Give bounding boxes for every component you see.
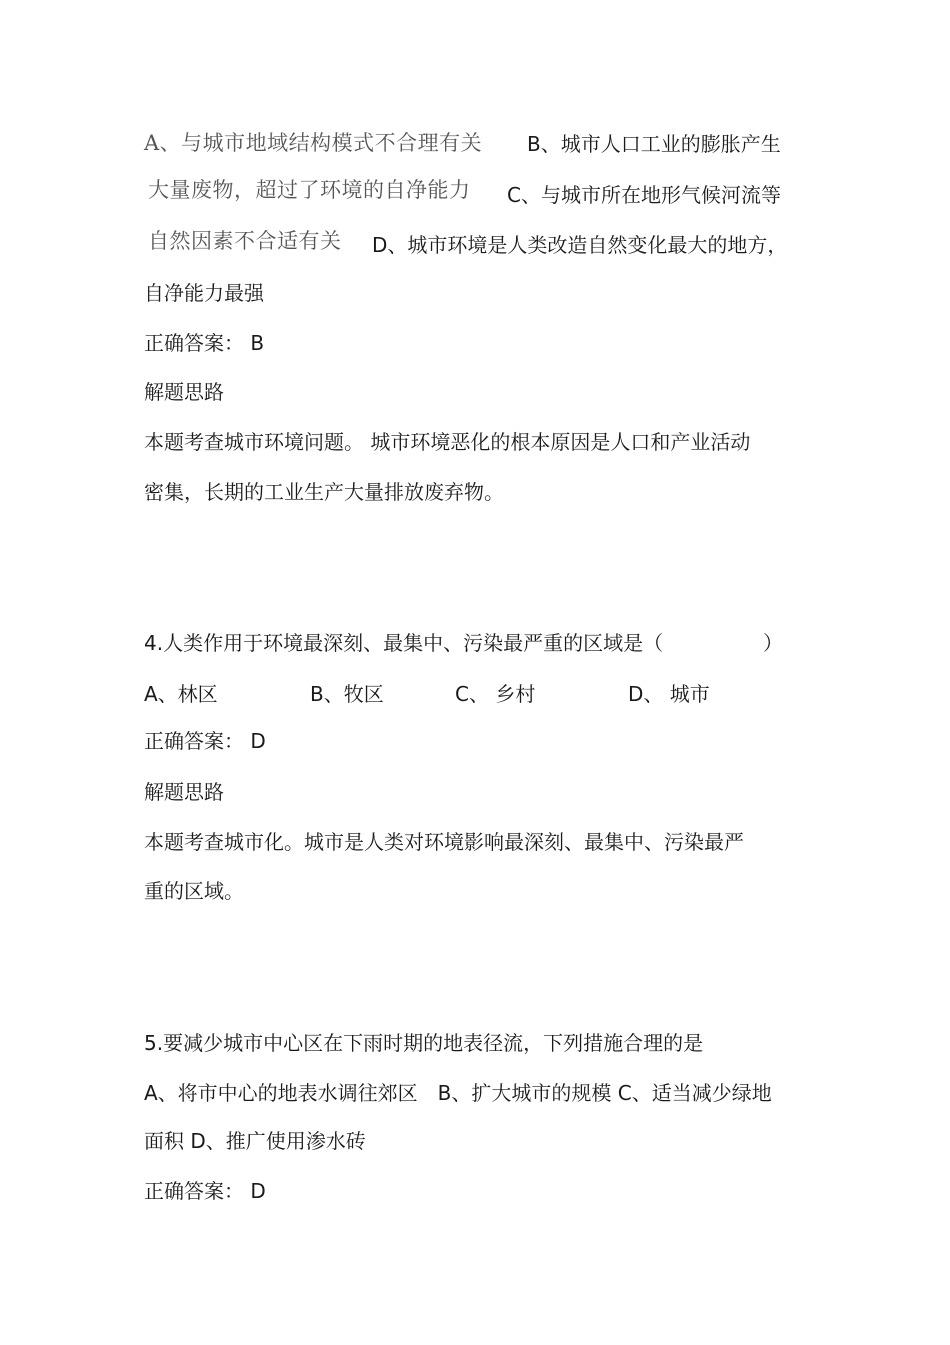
q3-option-c: C、与城市所在地形气候河流等 — [507, 183, 781, 207]
q4-option-b: B、牧区 — [310, 682, 384, 706]
q4-option-c: C、 乡村 — [455, 682, 536, 706]
q3-option-a: A、与城市地域结构模式不合理有关 — [144, 131, 483, 155]
q4-question: 4.人类作用于环境最深刻、最集中、污染最严重的区域是（ — [144, 631, 664, 655]
q4-analysis-line-2: 重的区域。 — [144, 879, 244, 903]
q4-analysis-line-1: 本题考查城市化。城市是人类对环境影响最深刻、最集中、污染最严 — [144, 830, 744, 854]
q3-option-b-continued: 大量废物，超过了环境的自净能力 — [148, 178, 471, 202]
q3-answer: 正确答案： B — [144, 331, 265, 355]
q3-option-b: B、城市人口工业的膨胀产生 — [527, 132, 781, 156]
q3-analysis-line-1: 本题考查城市环境问题。 城市环境恶化的根本原因是人口和产业活动 — [144, 430, 751, 454]
q5-options-line-2: 面积 D、推广使用渗水砖 — [144, 1129, 366, 1153]
q3-analysis-line-2: 密集，长期的工业生产大量排放废弃物。 — [144, 480, 504, 504]
q4-option-d: D、 城市 — [628, 682, 710, 706]
q4-option-a: A、林区 — [144, 682, 218, 706]
q4-analysis-title: 解题思路 — [144, 780, 224, 804]
q5-answer: 正确答案： D — [144, 1179, 266, 1203]
q3-option-d-continued: 自净能力最强 — [144, 281, 264, 305]
q3-option-c-continued: 自然因素不合适有关 — [148, 229, 342, 253]
q3-analysis-title: 解题思路 — [144, 380, 224, 404]
q4-answer: 正确答案： D — [144, 729, 266, 753]
q5-question: 5.要减少城市中心区在下雨时期的地表径流，下列措施合理的是 — [144, 1031, 704, 1055]
q5-options-line-1: A、将市中心的地表水调往郊区 B、扩大城市的规模 C、适当减少绿地 — [144, 1081, 772, 1105]
q4-question-close-paren: ） — [763, 631, 783, 655]
q3-option-d: D、城市环境是人类改造自然变化最大的地方， — [372, 233, 788, 257]
